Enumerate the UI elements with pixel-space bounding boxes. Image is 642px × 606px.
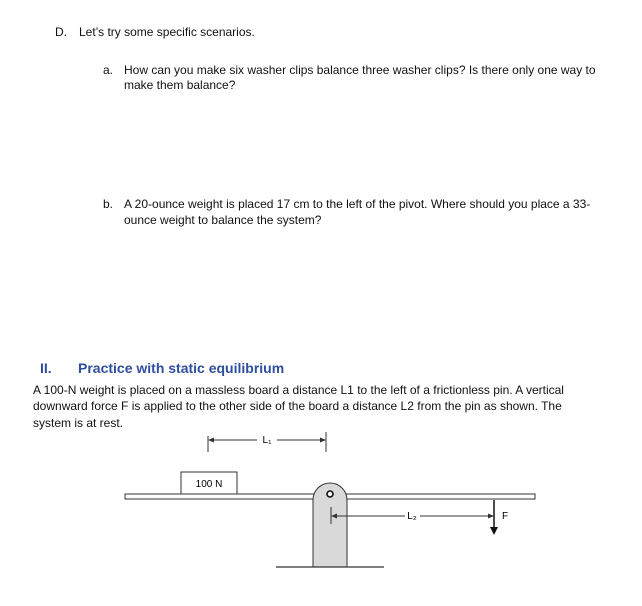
question-a-line-1: How can you make six washer clips balance three washer clips? Is there only one way to <box>124 63 596 77</box>
question-a-line-2: make them balance? <box>124 78 236 92</box>
question-a-label: a. <box>103 63 114 77</box>
question-b-line-1: A 20-ounce weight is placed 17 cm to the left of the pivot. Where should you place a 33- <box>124 197 591 211</box>
section-ii-title: Practice with static equilibrium <box>78 360 285 376</box>
section-d-title: Let’s try some specific scenarios. <box>79 25 255 39</box>
force-label: F <box>501 511 509 522</box>
paragraph-line-2: downward force F is applied to the other side of the board a distance L2 from the pin as shown. The <box>33 399 562 413</box>
question-b-label: b. <box>103 197 114 211</box>
section-ii-numeral: II. <box>40 360 52 376</box>
force-arrow <box>490 500 498 535</box>
question-b-line-2: ounce weight to balance the system? <box>124 213 322 227</box>
pivot-pin <box>327 491 333 497</box>
section-d-label: D. <box>55 25 67 39</box>
l1-label: L₁ <box>262 435 272 446</box>
paragraph-line-1: A 100-N weight is placed on a massless board a distance L1 to the left of a frictionless pin. A vertical <box>33 383 564 397</box>
l2-label: L₂ <box>407 511 417 522</box>
weight-label: 100 N <box>195 479 223 490</box>
paragraph-line-3: system is at rest. <box>33 416 124 430</box>
